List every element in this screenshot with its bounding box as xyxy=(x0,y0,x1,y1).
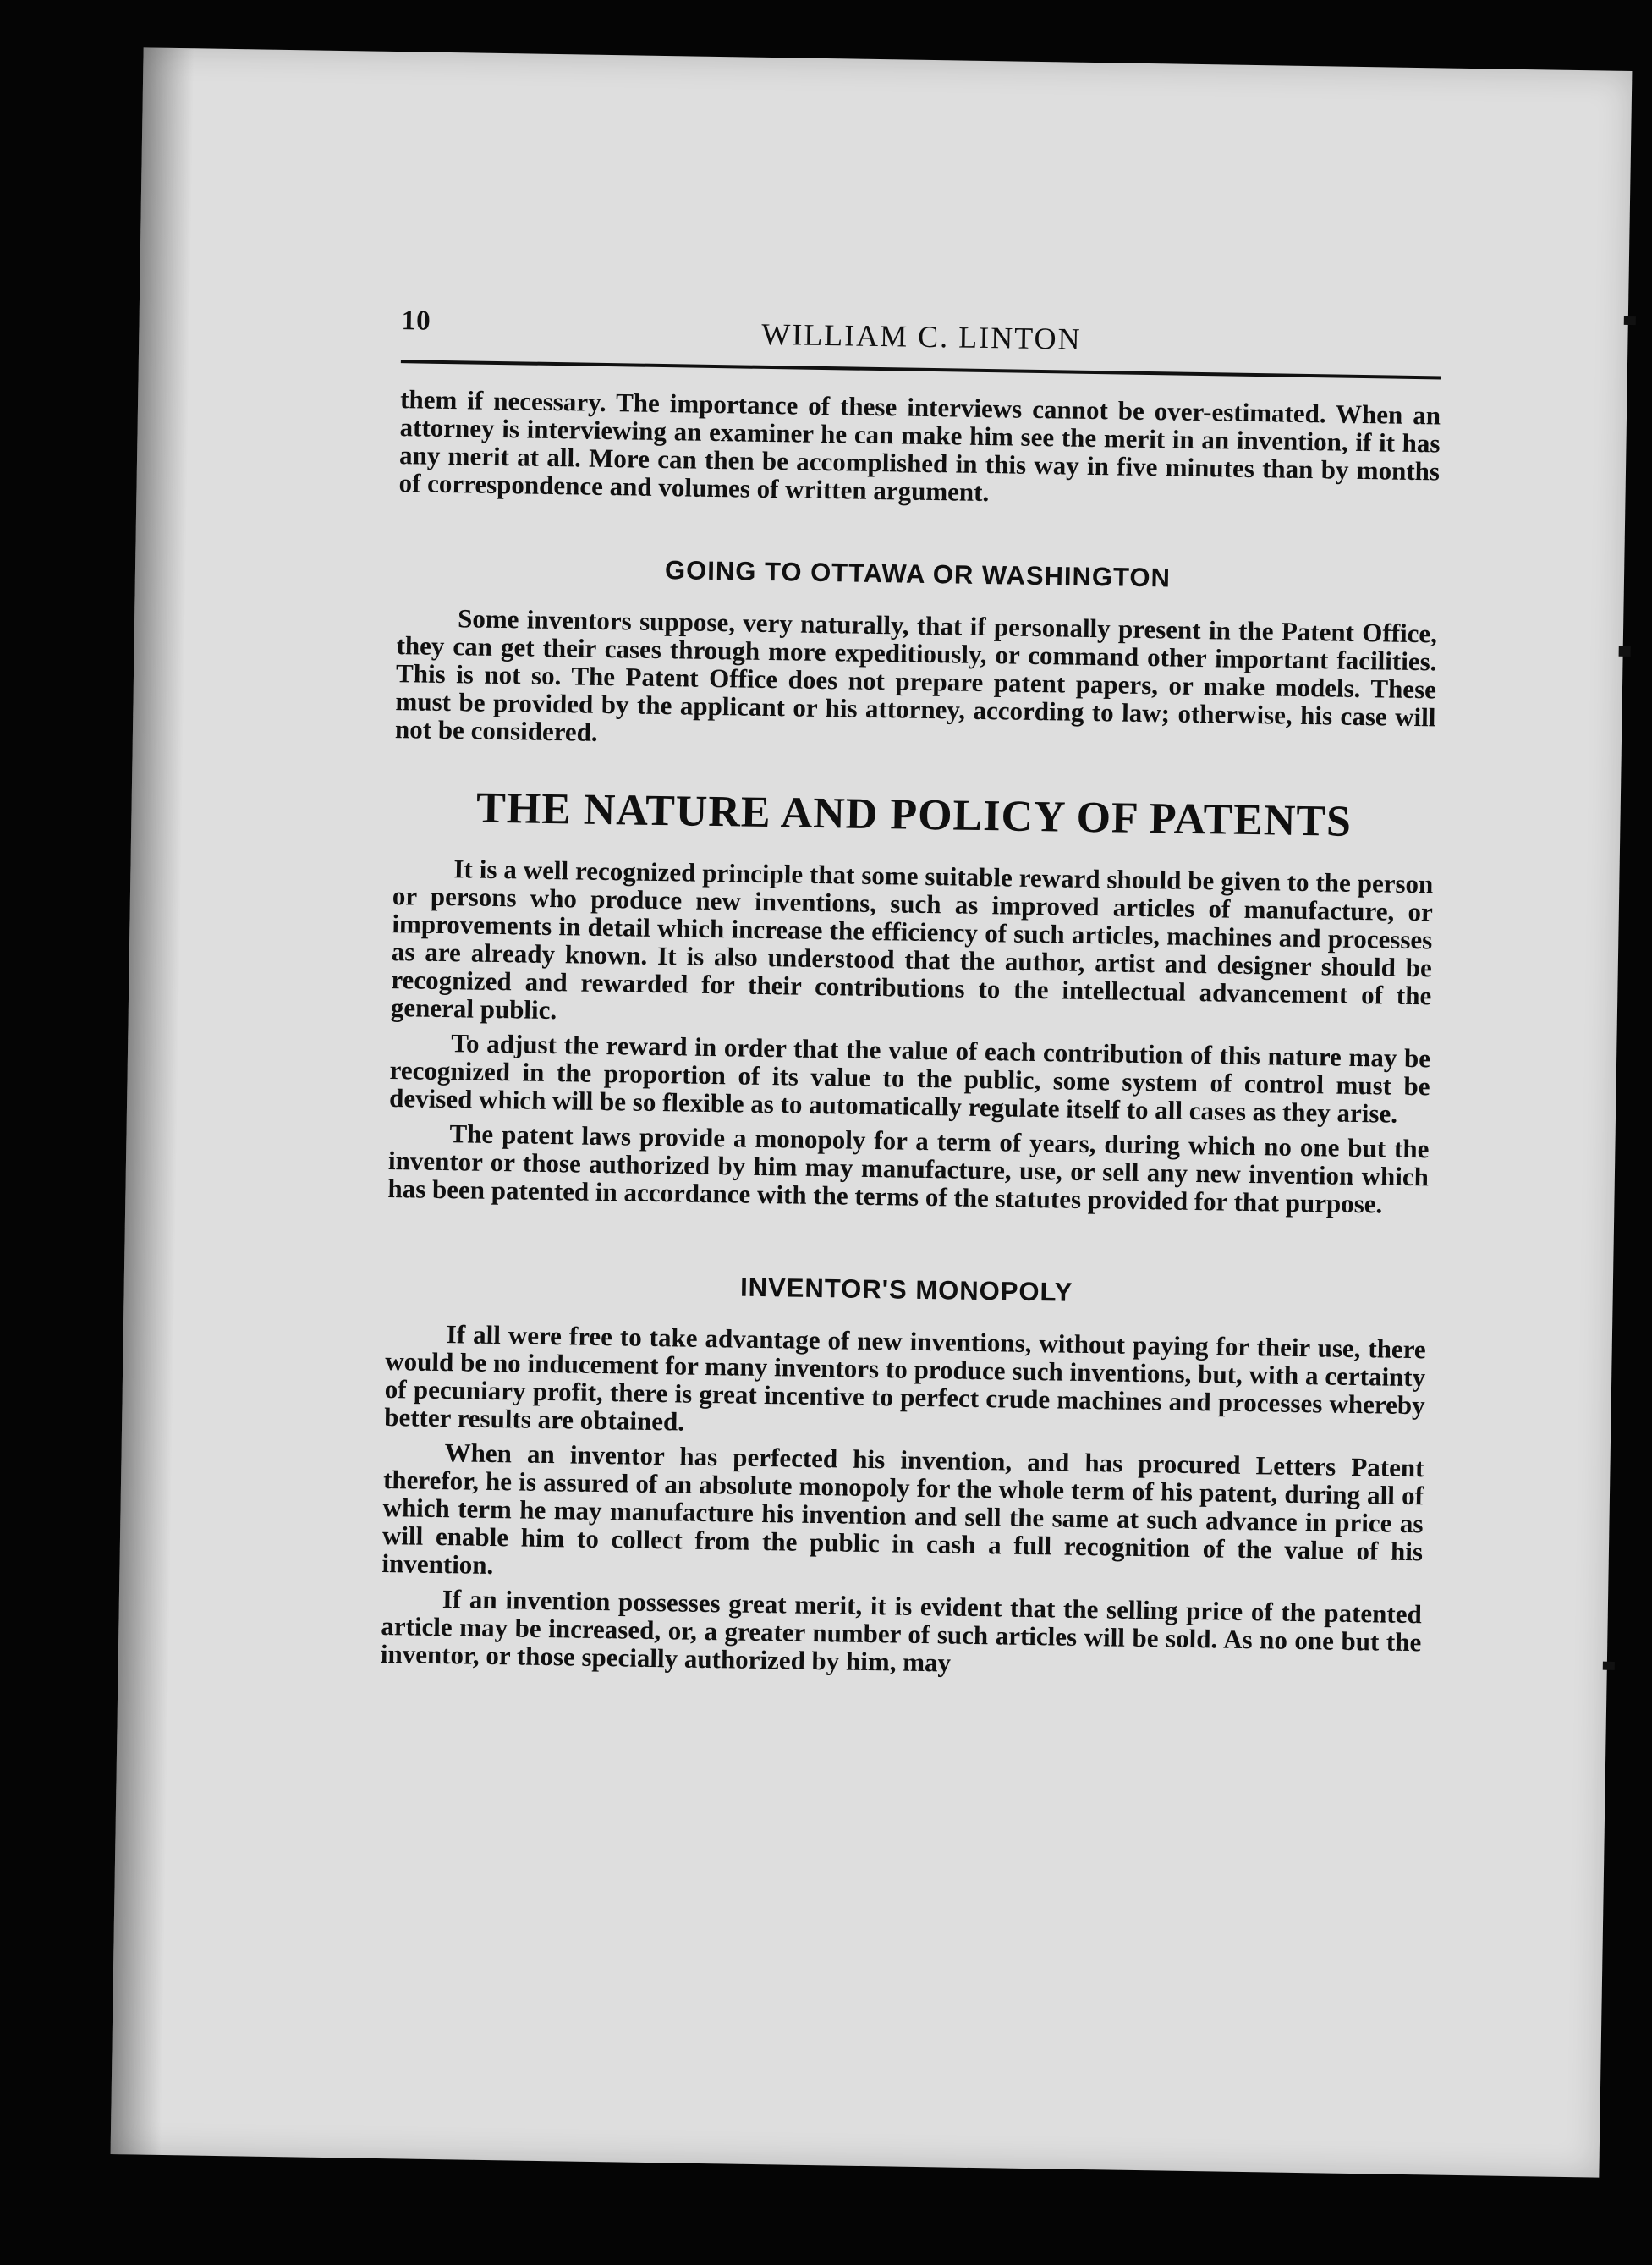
paragraph: It is a well recognized principle that some suitable reward should be given to the person or persons who produce new inventions, such as improved articles of manufacture, or improvements in detail which increase the efficiency of such articles, machines and processes as are already known. It is also understood that the author, artist and designer should be recognized and rewarded for their contributions to the intellectual advancement of the general public. xyxy=(390,854,1434,1025)
scanned-page xyxy=(111,47,1633,2177)
paragraph: If an invention possesses great merit, it is evident that the selling price of the patented article may be increased, or, a greater number of such articles will be sold. As no one but the inventor, or those specially authorized by him, may xyxy=(380,1584,1423,1678)
paragraph: When an inventor has perfected his invention, and has procured Letters Patent therefor, he is assured of an absolute monopoly for the whole term of his patent, during all of which term he may manufacture his invention and sell the same at such advance in price as will enable him to collect from the public in cash a full recognition of the value of his invention. xyxy=(381,1438,1424,1581)
paragraph: To adjust the reward in order that the value of each contribution of this nature may be recognized in the proportion of its value to the public, some system of control must be devised which will be so flexible as to automatically regulate itself to all cases as they arise. xyxy=(388,1028,1431,1129)
paragraph: If all were free to take advantage of new inventions, without paying for their use, there would be no inducement for many inventors to produce such inventions, but, with a certainty of pecuniary profit, there is great incentive to perfect crude machines and processes whereby better results are obtained. xyxy=(384,1319,1426,1437)
section-heading-inventors-monopoly: INVENTOR'S MONOPOLY xyxy=(739,1272,1073,1307)
binding-mark-middle xyxy=(1619,646,1631,657)
paragraph: The patent laws provide a monopoly for a term of years, during which no one but the inventor or those authorized by him may manufacture, use, or sell any new invention which has been patented in accordance with the terms of the statutes provided for that purpose. xyxy=(387,1119,1430,1219)
page-content xyxy=(380,305,1441,1691)
paragraph: Some inventors suppose, very naturally, that if personally present in the Patent Office, they can get their cases through more expeditiously, or command other important facilities. This is not so. The Patent Office does not prepare patent papers, or make models. These must be provided by the applicant or his attorney, according to law; otherwise, his case will not be considered. xyxy=(394,603,1438,747)
opening-paragraph: them if necessary. The importance of these interviews cannot be over-estimated. When an attorney is interviewing an examiner he can make him see the merit in an invention, if it has any merit at all. More can then be accomplished in this way in five minutes than by months of correspondence and volumes of written argument. xyxy=(398,384,1441,508)
binding-mark-lower xyxy=(1603,1662,1615,1670)
running-title: WILLIAM C. LINTON xyxy=(760,316,1082,356)
page-number: 10 xyxy=(401,305,431,337)
chapter-heading: THE NATURE AND POLICY OF PATENTS xyxy=(475,783,1353,846)
running-head xyxy=(401,305,1442,369)
binding-mark-top xyxy=(1624,316,1636,325)
section-heading-ottawa-washington: GOING TO OTTAWA OR WASHINGTON xyxy=(664,555,1172,593)
